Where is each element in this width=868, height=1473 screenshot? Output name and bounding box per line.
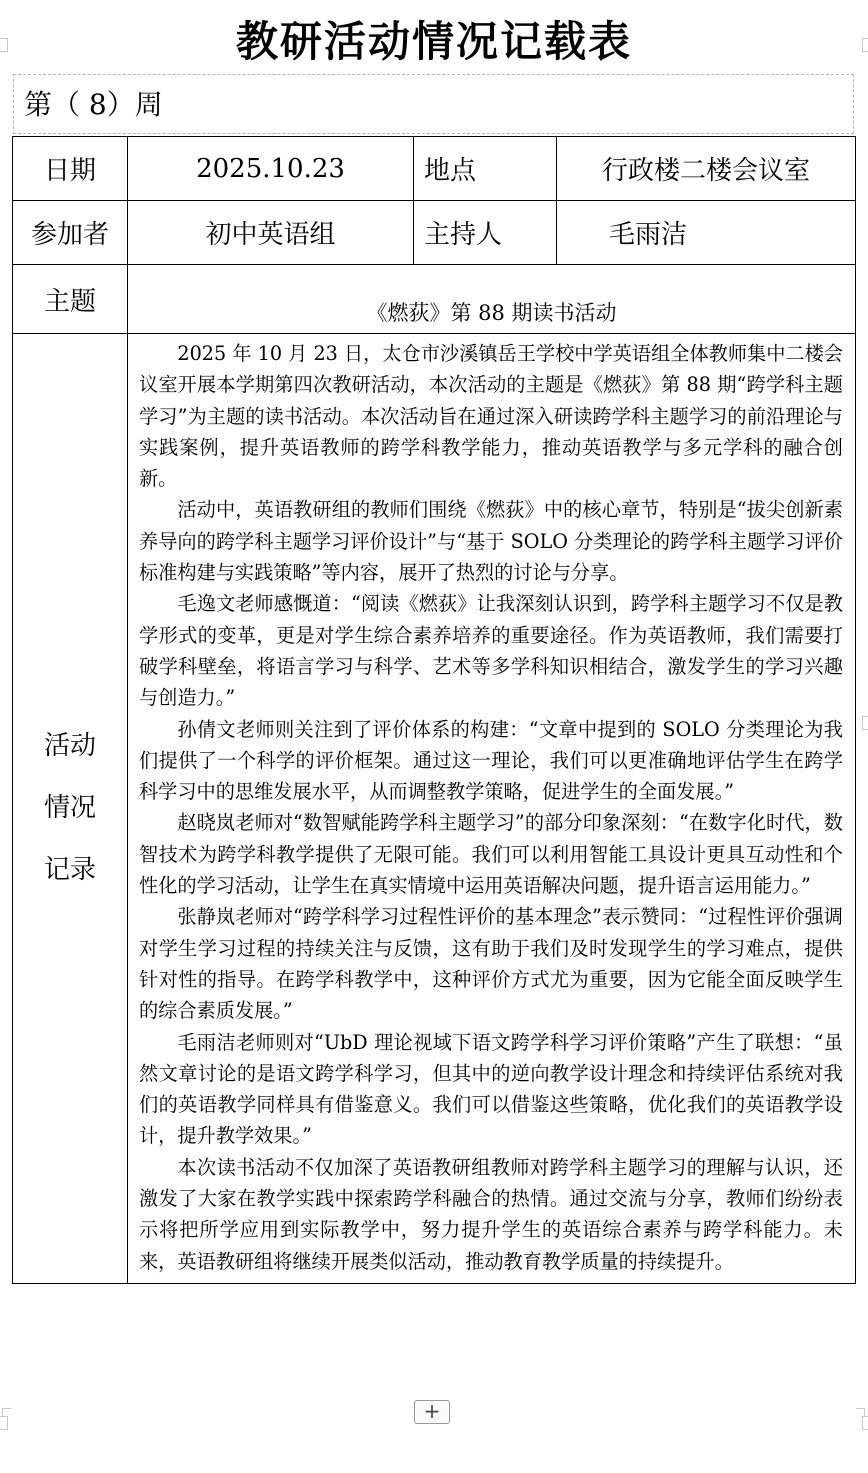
record-paragraph: 毛逸文老师感慨道：“阅读《燃荻》让我深刻认识到，跨学科主题学习不仅是教学形式的变革，更是对学生综合素养培养的重要途径。作为英语教师，我们需要打破学科壁垒，将语言学习与科学、艺术等多学科知识相结合，激发学生的学习兴趣与创造力。” <box>139 592 843 710</box>
record-label-line: 情况 <box>43 793 96 824</box>
table-row <box>13 334 856 1284</box>
week-box <box>13 74 854 134</box>
document-title: 教研活动情况记载表 <box>235 17 632 66</box>
margin-marker <box>862 716 868 730</box>
table-row <box>13 265 856 334</box>
record-label-line: 记录 <box>43 855 96 886</box>
margin-marker <box>862 38 868 52</box>
table-row <box>13 137 856 201</box>
record-table <box>12 136 856 1284</box>
record-paragraph: 2025 年 10 月 23 日，太仓市沙溪镇岳王学校中学英语组全体教师集中二楼会议室开展本学期第四次教研活动，本次活动的主题是《燃荻》第 88 期“跨学科主题学习”为主题的读书活动。本次活动旨在通过深入研读跨学科主题学习的前沿理论与实践案例，提升英语教师的跨学科教学能力，推动英语教学与多元学科的融合创新。 <box>139 342 843 491</box>
page-corner <box>856 1408 865 1417</box>
record-label <box>13 334 128 1284</box>
record-paragraph: 赵晓岚老师对“数智赋能跨学科主题学习”的部分印象深刻：“在数字化时代，数智技术为跨学科教学提供了无限可能。我们可以利用智能工具设计更具互动性和个性化的学习活动，让学生在真实情境中运用英语解决问题，提升语言运用能力。” <box>139 811 843 898</box>
record-paragraph: 本次读书活动不仅加深了英语教研组教师对跨学科主题学习的理解与认识，还激发了大家在教学实践中探索跨学科融合的热情。通过交流与分享，教师们纷纷表示将把所学应用到实际教学中，努力提升学生的英语综合素养与跨学科能力。未来，英语教研组将继续开展类似活动，推动教育教学质量的持续提升。 <box>139 1155 843 1273</box>
table-row <box>13 201 856 265</box>
margin-marker <box>862 1416 868 1430</box>
record-paragraph: 活动中，英语教研组的教师们围绕《燃荻》中的核心章节，特别是“拔尖创新素养导向的跨学科主题学习评价设计”与“基于 SOLO 分类理论的跨学科主题学习评价标准构建与实践策略”等内容，展开了热烈的讨论与分享。 <box>139 498 843 585</box>
page-corner <box>2 1408 11 1417</box>
add-row-button[interactable] <box>414 1400 450 1424</box>
margin-marker <box>0 1416 8 1430</box>
participants-value: 初中英语组 <box>128 201 414 265</box>
record-paragraph: 毛雨洁老师则对“UbD 理论视域下语文跨学科学习评价策略”产生了联想：“虽然文章讨论的是语文跨学科学习，但其中的逆向教学设计理念和持续评估系统对我们的英语教学同样具有借鉴意义。我们可以借鉴这些策略，优化我们的英语教学设计，提升教学效果。” <box>139 1030 843 1148</box>
topic-value: 《燃荻》第 88 期读书活动 <box>128 265 856 334</box>
date-label: 日期 <box>13 137 128 201</box>
record-paragraph: 孙倩文老师则关注到了评价体系的构建：“文章中提到的 SOLO 分类理论为我们提供了一个科学的评价框架。通过这一理论，我们可以更准确地评估学生在跨学科学习中的思维发展水平，从而调整教学策略，促进学生的全面发展。” <box>139 717 843 804</box>
place-label: 地点 <box>414 137 557 201</box>
record-paragraph: 张静岚老师对“跨学科学习过程性评价的基本理念”表示赞同：“过程性评价强调对学生学习过程的持续关注与反馈，这有助于我们及时发现学生的学习难点，提供针对性的指导。在跨学科教学中，这种评价方式尤为重要，因为它能全面反映学生的综合素质发展。” <box>139 905 843 1023</box>
record-label-line: 活动 <box>43 731 96 762</box>
host-label: 主持人 <box>414 201 557 265</box>
topic-label: 主题 <box>13 265 128 334</box>
participants-label: 参加者 <box>13 201 128 265</box>
record-content <box>128 334 856 1284</box>
date-value: 2025.10.23 <box>128 137 414 201</box>
place-value: 行政楼二楼会议室 <box>557 137 856 201</box>
week-number: 第（ 8）周 <box>24 88 163 121</box>
host-value: 毛雨洁 <box>557 201 856 265</box>
margin-marker <box>0 38 8 52</box>
plus-icon: + <box>423 1399 441 1423</box>
